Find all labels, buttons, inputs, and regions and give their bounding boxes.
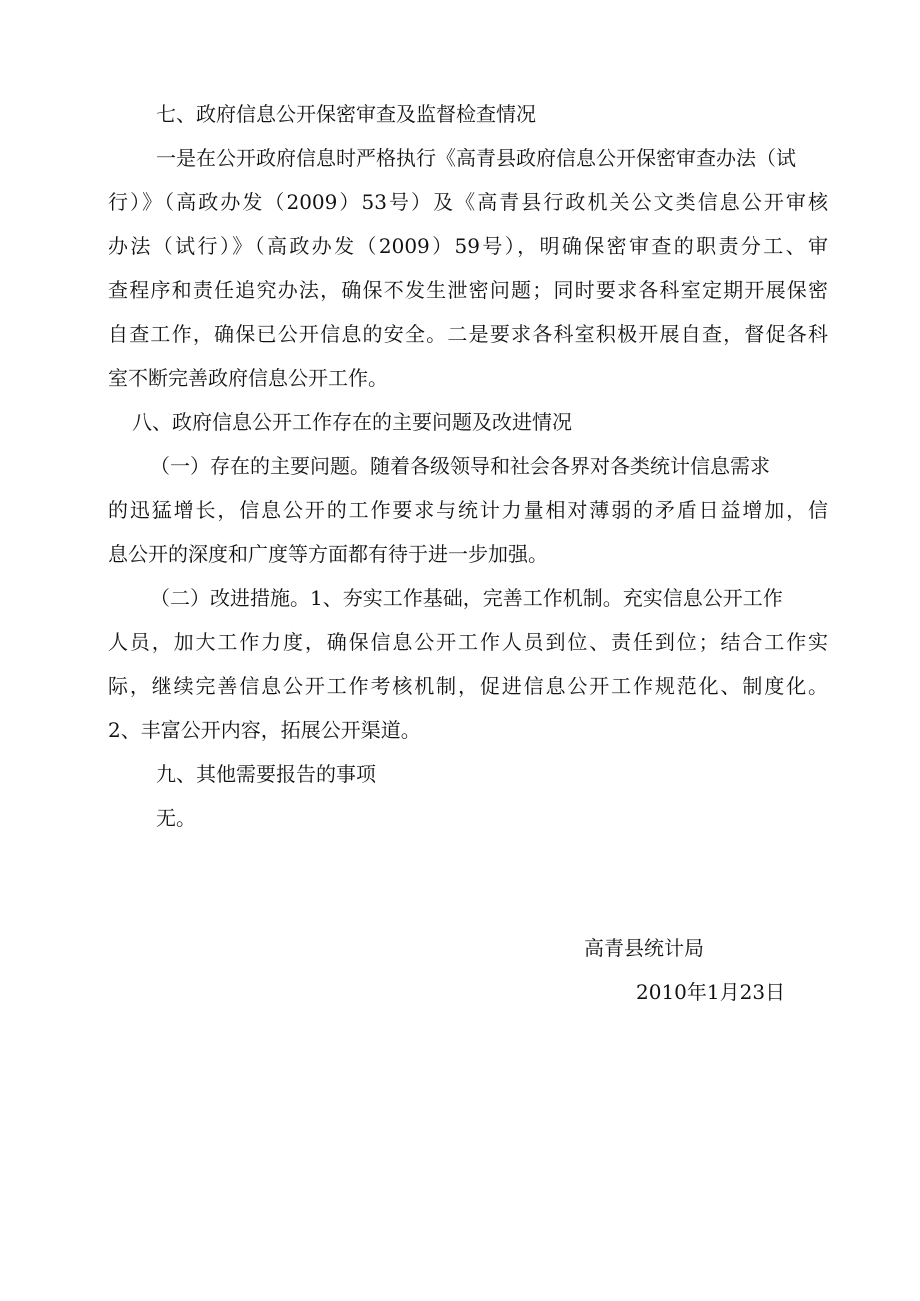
section-8-part-2-line-4: 2、丰富公开内容，拓展公开渠道。 [108, 718, 421, 742]
section-7-line-3: 办法（试行）》（高政办发（2009）59号），明确保密审查的职责分工、审 [108, 234, 828, 258]
signature-date: 2010年1月23日 [636, 980, 786, 1004]
section-8-part-1-line-3: 息公开的深度和广度等方面都有待于进一步加强。 [108, 542, 548, 566]
section-7-line-4: 查程序和责任追究办法，确保不发生泄密问题；同时要求各科室定期开展保密 [108, 278, 828, 302]
section-7-line-1: 一是在公开政府信息时严格执行《高青县政府信息公开保密审查办法（试 [156, 146, 796, 170]
section-7-line-6: 室不断完善政府信息公开工作。 [108, 366, 388, 390]
section-8-part-2-line-2: 人员，加大工作力度，确保信息公开工作人员到位、责任到位；结合工作实 [108, 630, 828, 654]
section-8-heading: 八、政府信息公开工作存在的主要问题及改进情况 [132, 410, 572, 434]
section-9-heading: 九、其他需要报告的事项 [156, 762, 376, 786]
signature-organization: 高青县统计局 [584, 936, 704, 960]
section-7-line-5: 自查工作，确保已公开信息的安全。二是要求各科室积极开展自查，督促各科 [108, 322, 828, 346]
section-9-body: 无。 [156, 806, 196, 830]
section-8-part-2-line-1: （二）改进措施。1、夯实工作基础，完善工作机制。充实信息公开工作 [150, 586, 783, 610]
section-7-line-2: 行）》（高政办发（2009）53号）及《高青县行政机关公文类信息公开审核 [108, 190, 828, 214]
section-8-part-1-line-2: 的迅猛增长，信息公开的工作要求与统计力量相对薄弱的矛盾日益增加，信 [108, 498, 828, 522]
section-8-part-1-line-1: （一）存在的主要问题。随着各级领导和社会各界对各类统计信息需求 [150, 454, 770, 478]
section-7-heading: 七、政府信息公开保密审查及监督检查情况 [156, 102, 536, 126]
section-8-part-2-line-3: 际，继续完善信息公开工作考核机制，促进信息公开工作规范化、制度化。 [108, 674, 828, 698]
